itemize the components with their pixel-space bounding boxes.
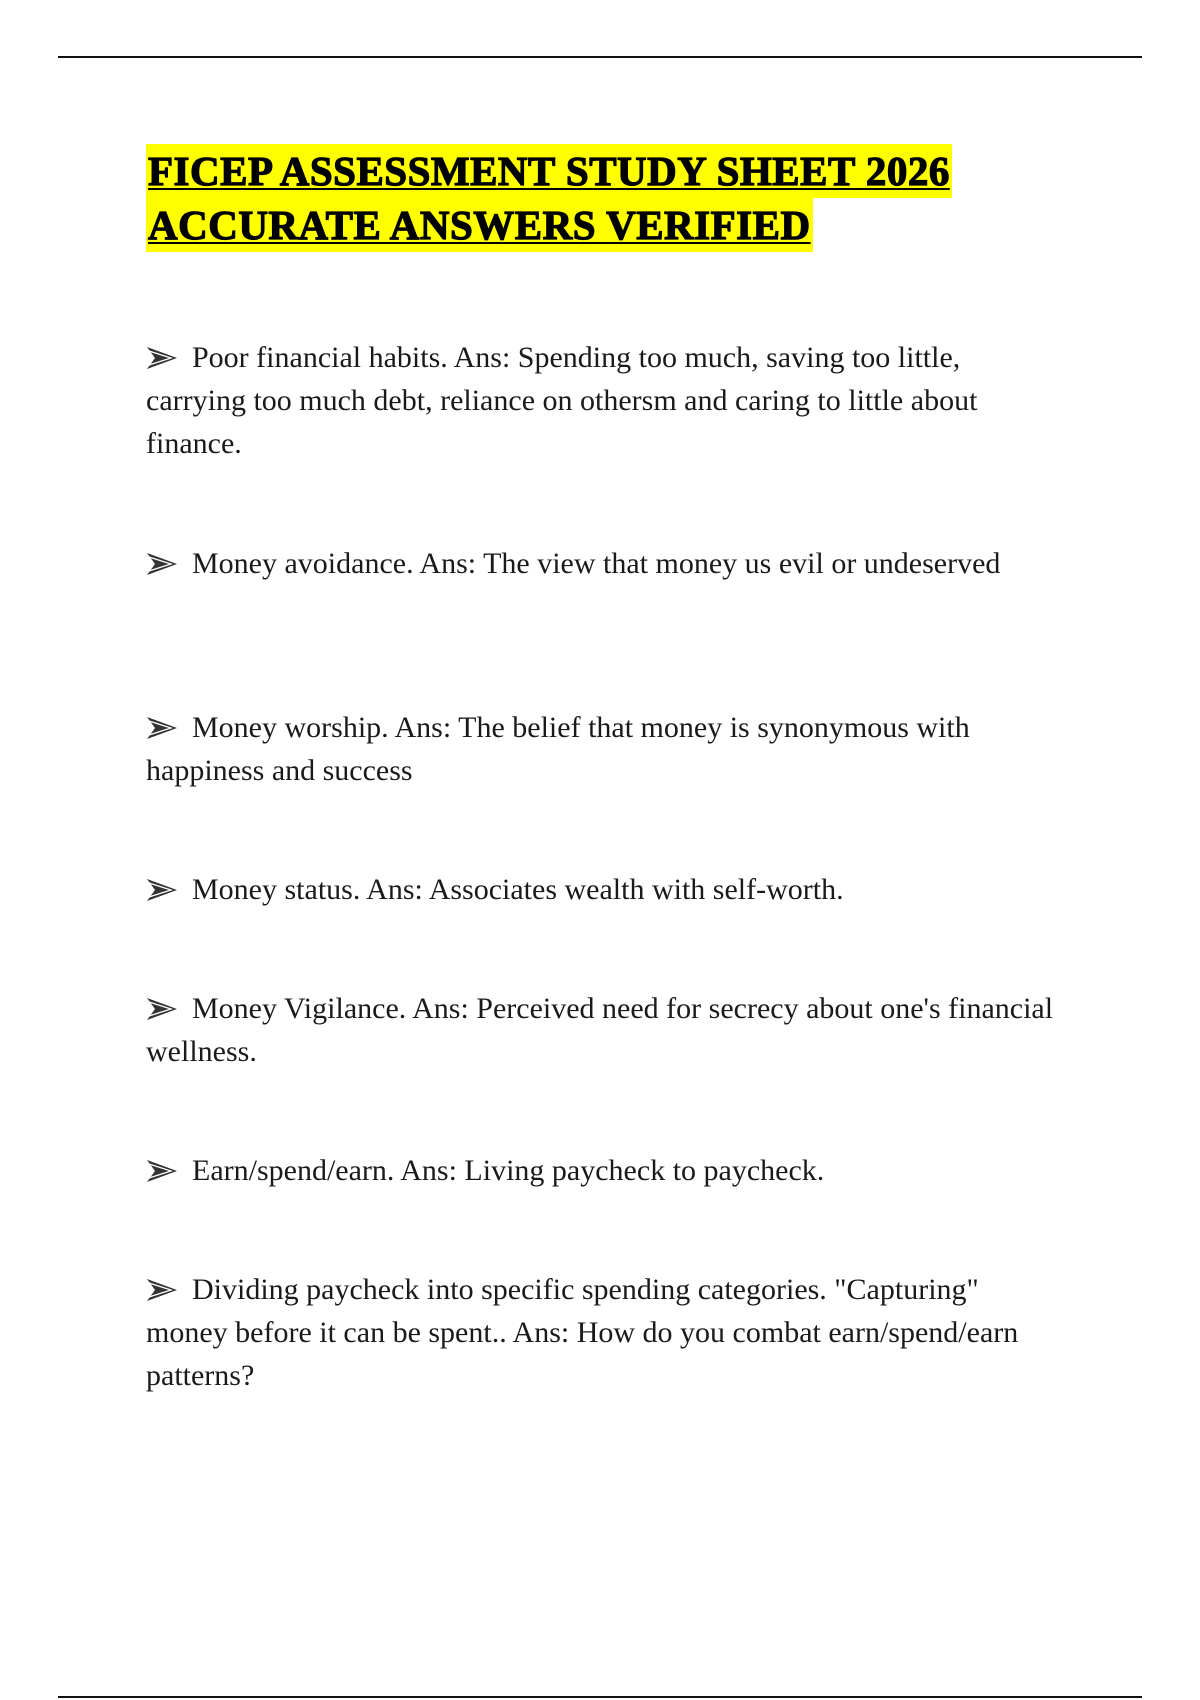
arrowhead-bullet-icon [146, 715, 178, 741]
qa-text: Earn/spend/earn. Ans: Living paycheck to paycheck. [192, 1154, 825, 1187]
qa-item [146, 542, 1066, 585]
arrowhead-bullet-icon [146, 1158, 178, 1184]
title-line-2: ACCURATE ANSWERS VERIFIED [146, 198, 813, 252]
arrowhead-bullet-icon [146, 877, 178, 903]
qa-item [146, 1149, 1066, 1192]
document-title [146, 144, 1106, 252]
qa-text: Money worship. Ans: The belief that money is synonymous with happiness and success [146, 711, 970, 787]
qa-text: Poor financial habits. Ans: Spending too much, saving too little, carrying too much debt, reliance on othersm and caring to little about finance. [146, 341, 978, 460]
header-rule [58, 56, 1142, 58]
qa-item [146, 1268, 1066, 1397]
qa-item [146, 706, 1066, 792]
title-line-1: FICEP ASSESSMENT STUDY SHEET 2026 [146, 144, 952, 198]
arrowhead-bullet-icon [146, 551, 178, 577]
footer-rule [58, 1696, 1142, 1698]
qa-text: Dividing paycheck into specific spending categories. "Capturing" money before it can be spent.. Ans: How do you combat earn/spend/earn patterns? [146, 1273, 1019, 1392]
arrowhead-bullet-icon [146, 996, 178, 1022]
qa-text: Money status. Ans: Associates wealth with self-worth. [192, 873, 844, 906]
qa-item [146, 336, 1066, 465]
qa-item [146, 987, 1066, 1073]
qa-text: Money avoidance. Ans: The view that money us evil or undeserved [192, 547, 1001, 580]
qa-text: Money Vigilance. Ans: Perceived need for secrecy about one's financial wellness. [146, 992, 1054, 1068]
arrowhead-bullet-icon [146, 345, 178, 371]
qa-item [146, 868, 1066, 911]
arrowhead-bullet-icon [146, 1277, 178, 1303]
